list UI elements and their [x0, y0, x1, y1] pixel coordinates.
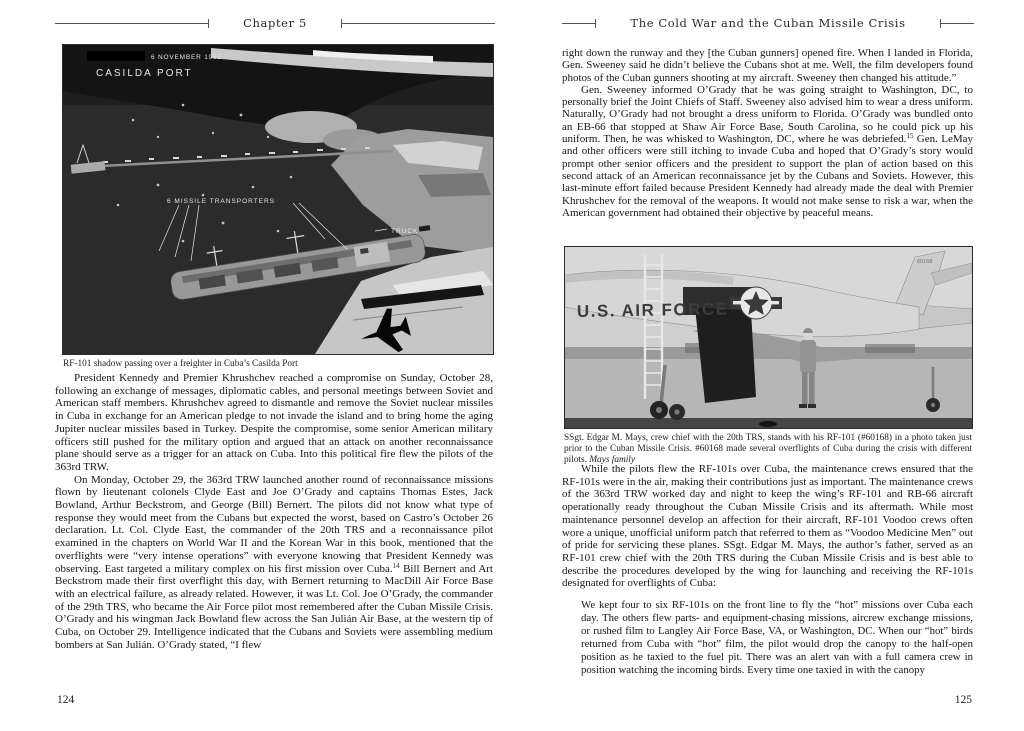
- aircraft-photo: [564, 246, 973, 429]
- tarmac: [565, 359, 972, 428]
- tail-number: 60168: [917, 259, 933, 265]
- paragraph: President Kennedy and Premier Khrushchev reached a compromise on Sunday, October 28, following an exchange of messages, diplomatic cables, and personal meetings between Soviet and American staff members. Khrushchev agreed to dismantle and remove the Soviet nuclear missiles in Cuba in exchange for an American pledge to not invade the island and to bring home the aging Jupiter nuclear missiles based in Turkey. Despite the compromise, some senior American military officers still pushed for the military option and argued that an attack on another reconnaissance plane should serve as a trigger for an attack on Cuba. Into this political fire flew the pilots of the 363rd TRW.: [55, 372, 493, 473]
- paragraph: [55, 474, 493, 652]
- photo-truck-label: TRUCK: [391, 228, 419, 235]
- redaction-bar: [87, 51, 145, 61]
- casilda-port-photo-art: [63, 45, 493, 354]
- page-number-right: 125: [954, 694, 972, 706]
- header-rule-right: [940, 19, 974, 28]
- header-rule-left: [562, 19, 596, 28]
- ramp-object: [759, 421, 777, 427]
- photo-transporters-label: 6 MISSILE TRANSPORTERS: [167, 198, 276, 205]
- paragraph: [562, 84, 973, 219]
- distant-buildings-2: [865, 344, 915, 353]
- book-title: The Cold War and the Cuban Missile Crisis: [630, 16, 906, 30]
- paragraph: right down the runway and they [the Cuban gunners] opened fire. When I landed in Florida, Gen. Sweeney said he didn’t believe the Cubans shot at me. Well, the film developers found photos of the Cuban gunners shooting at my aircraft. Sweeney then changed his attitude.”: [562, 47, 973, 84]
- left-photo-caption: RF-101 shadow passing over a freighter in Cuba’s Casilda Port: [63, 359, 298, 369]
- left-running-head: [55, 16, 495, 30]
- fuselage-text: U.S. AIR FORCE: [576, 299, 729, 321]
- paragraph: While the pilots flew the RF-101s over Cuba, the maintenance crews ensured that the RF-101s were in the air, making their contributions just as important. The maintenance crews of the 363rd TRW worked day and night to keep the wing’s RF-101 and RB-66 aircraft operationally ready throughout the Cuban Missile Crisis and its aftermath. While most maintenance personnel develop an affection for their aircraft, RF-101 Voodoo crews often wore a unique, unofficial uniform patch that referred to them as “Voodoo Medicine Men” out of pride for servicing these planes. SSgt. Edgar M. Mays, the author’s father, served as an RF-101 crew chief with the 20th TRS during the Cuban Missile Crisis and is best able to describe the procedures developed by the wing for launching and receiving the RF-101s designated for overflights of Cuba:: [562, 463, 973, 590]
- photo-credit: Mays family: [589, 455, 636, 465]
- caption-text: SSgt. Edgar M. Mays, crew chief with the 20th TRS, stands with his RF-101 (#60168) in a photo taken just prior to the Cuban Missile Crisis. #60168 made several overflights of Cuba during the crisis with different pilots.: [564, 433, 972, 465]
- photo-date-label: 6 NOVEMBER 1962: [151, 54, 222, 61]
- rf101-photo-art: [565, 247, 972, 428]
- photo-port-label: CASILDA PORT: [96, 68, 193, 79]
- block-quote: We kept four to six RF-101s on the front line to fly the “hot” missions over Cuba each day. The others flew parts- and equipment-chasing missions, aircrew exchange missions, or rushed film to Langley Air Force Base, VA, or Washington, DC. When our “hot” birds returned from Cuba with “hot” film, the pilot would drop the canopy to the half-open position as he taxied to the fuel pit. There was an alert van with a full camera crew in position watching the incoming birds. Every time one taxied in with the canopy: [581, 599, 973, 676]
- header-rule-left: [55, 19, 209, 28]
- chapter-title: Chapter 5: [243, 16, 307, 30]
- right-running-head: [562, 16, 974, 30]
- reconnaissance-photo: [62, 44, 494, 355]
- left-page: [55, 0, 495, 731]
- left-body-text: [55, 372, 493, 651]
- footnote-ref-15: 15: [906, 132, 914, 141]
- paragraph-text: Gen. Sweeney informed O’Grady that he was going straight to Washington, DC, to personally brief the Joint Chiefs of Staff. Sweeney also advised him to wear a dress uniform. Naturally, O’Grady had not brought a dress uniform to Florida. O’Grady was bundled onto an EB-66 that stopped at Shaw Air Force Base, South Carolina, so he could pick up his uniform. Then, he was whisked to Washington, DC, where he was debriefed.: [562, 83, 973, 146]
- footnote-ref-14: 14: [392, 561, 400, 570]
- paragraph-text: Bill Bernert and Art Beckstrom made their first overflight this day, with Bernert returning to MacDill Air Force Base with an electrical failure, as already related. However, it was Lt. Col. Joe O’Grady, the commander of the 29th TRS, who became the Air Force pilot most remembered after the Cuban Missile Crisis. O’Grady and his wingman Jack Bowland flew across the San Julián Air Base, at the western tip of Cuba, on October 29. Intelligence indicated that the Cubans and Soviets were assembling medium bombers at San Julián. O’Grady stated, “I flew: [55, 562, 493, 651]
- paragraph-text: Gen. LeMay and other officers were still itching to invade Cuba and hoped that O’Grady’s story would prompt other senior officers and the president to support the plan of action based on this second attack of an American reconnaissance jet by the Cubans and Soviets. However, this last-minute effort failed because President Kennedy had already made the deal with Premier Khrushchev for the removal of the weapons. It would not make sense to risk a war, when the American government had obtained their objective by peaceful means.: [562, 133, 973, 219]
- right-body-text-bottom: [562, 463, 973, 590]
- right-body-text-top: [562, 47, 973, 219]
- town-buildings: [418, 173, 491, 197]
- right-page: [562, 0, 974, 731]
- paragraph-text: On Monday, October 29, the 363rd TRW launched another round of reconnaissance missions flown by lieutenant colonels Clyde East and Joe O’Grady and captains Thomas Estes, Jack Bowland, Arthur Beckstrom, and George (Bill) Bernert. The pilots did not know what type of response they would meet from the Cubans but expected the worst, based on Castro’s October 26 declaration. Lt. Col. Clyde East, the commander of the 20th TRS and a reconnaissance pilot examined in the chapters on World War II and the Korean War in this book, mentioned that the overflights were “very intense operations” with everyone knowing that President Kennedy was observing. East targeted a military complex on his first mission over Cuba.: [55, 473, 493, 575]
- header-rule-right: [341, 19, 495, 28]
- bay-door: [695, 307, 756, 403]
- page-number-left: 124: [57, 694, 75, 706]
- right-photo-caption: [564, 433, 972, 466]
